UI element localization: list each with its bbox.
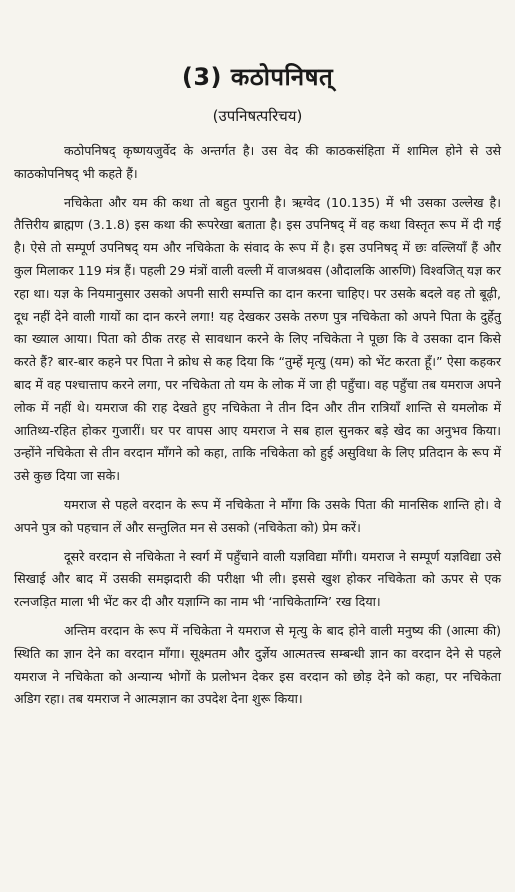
- paragraph-intro: कठोपनिषद् कृष्णयजुर्वेद के अन्तर्गत है। उस वेद की काठकसंहिता में शामिल होने से उसे काठकोपनिषद् भी कहते हैं।: [14, 143, 501, 181]
- paragraph-first-boon: यमराज से पहले वरदान के रूप में नचिकेता ने माँगा कि उसके पिता की मानसिक शान्ति हो। वे अपने पुत्र को पहचान लें और सन्तुलित मन से उसको (नचिकेता को) प्रेम करें।: [14, 496, 501, 535]
- paragraph-story: नचिकेता और यम की कथा तो बहुत पुरानी है। ऋग्वेद (10.135) में भी उसका उल्लेख है। तैत्तिरीय ब्राह्मण (3.1.8) इस कथा की रूपरेखा बताता है। इस उपनिषद् में वह कथा विस्तृत रूप में दी गई है। ऐसे तो सम्पूर्ण उपनिषद् यम और नचिकेता के संवाद के रूप में है। इस उपनिषद् में छः वल्लियाँ हैं और कुल मिलाकर 119 मंत्र हैं। पहली 29 मंत्रों वाली वल्ली में वाजश्रवस (औदालकि आरुणि) विश्वजित् यज्ञ कर रहा था। यज्ञ के नियमानुसार उसको अपनी सारी सम्पत्ति का दान करना चाहिए। पर उसके बदले वह तो बूढ़ी, दूध नहीं देने वाली गायों का दान करने लगा! यह देखकर उसके तरुण पुत्र नचिकेता को अपने पिता के दुर्हेतु का ख्याल आया। पिता को ठीक तरह से सावधान करने के लिए नचिकेता ने पूछा कि वे उसका दान किसे करते हैं? बार-बार कहने पर पिता ने क्रोध से कह दिया कि “तुम्हें मृत्यु (यम) को भेंट करता हूँ।” ऐसा कहकर बाद में वह पश्चात्ताप करने लगा, पर नचिकेता तो यम के लोक में जा ही पहुँचा। वह पहुँचा तब यमराज अपने लोक में नहीं थे। यमराज की राह देखते हुए नचिकेता ने तीन दिन और तीन रात्रियाँ शान्ति से यमलोक में आतिथ्य-रहित होकर गुजारीं। घर पर वापस आए यमराज ने सब हाल सुनकर बड़े खेद का अनुभव किया। उन्होंने नचिकेता से तीन वरदान माँगने को कहा, ताकि नचिकेता को हुई असुविधा के लिए प्रतिदान के रूप में उसे कुछ दिया जा सके।: [14, 194, 501, 484]
- body-text: [14, 140, 501, 717]
- paragraph-final-boon: अन्तिम वरदान के रूप में नचिकेता ने यमराज से मृत्यु के बाद होने वाली मनुष्य की (आत्मा की) स्थिति का ज्ञान देने का वरदान माँगा। सूक्ष्मतम और दुर्ज्ञेय आत्मतत्त्व सम्बन्धी ज्ञान का वरदान देने से पहले यमराज ने नचिकेता को अन्यान्य भोगों के प्रलोभन देकर इस वरदान को छोड़ देने को कहा, पर नचिकेता अडिग रहा। तब यमराज ने आत्मज्ञान का उपदेश देना शुरू किया।: [14, 622, 501, 707]
- paragraph-second-boon: दूसरे वरदान से नचिकेता ने स्वर्ग में पहुँचाने वाली यज्ञविद्या माँगी। यमराज ने सम्पूर्ण यज्ञविद्या उसे सिखाई और बाद में उसकी समझदारी की परीक्षा भी ली। इससे खुश होकर नचिकेता को ऊपर से एक रत्नजड़ित माला भी भेंट कर दी और यज्ञाग्नि का नाम भी ‘नाचिकेताग्नि’ रख दिया।: [14, 548, 501, 610]
- chapter-subtitle: (उपनिषत्परिचय): [212, 107, 303, 125]
- chapter-title: (3) कठोपनिषत्: [181, 63, 334, 91]
